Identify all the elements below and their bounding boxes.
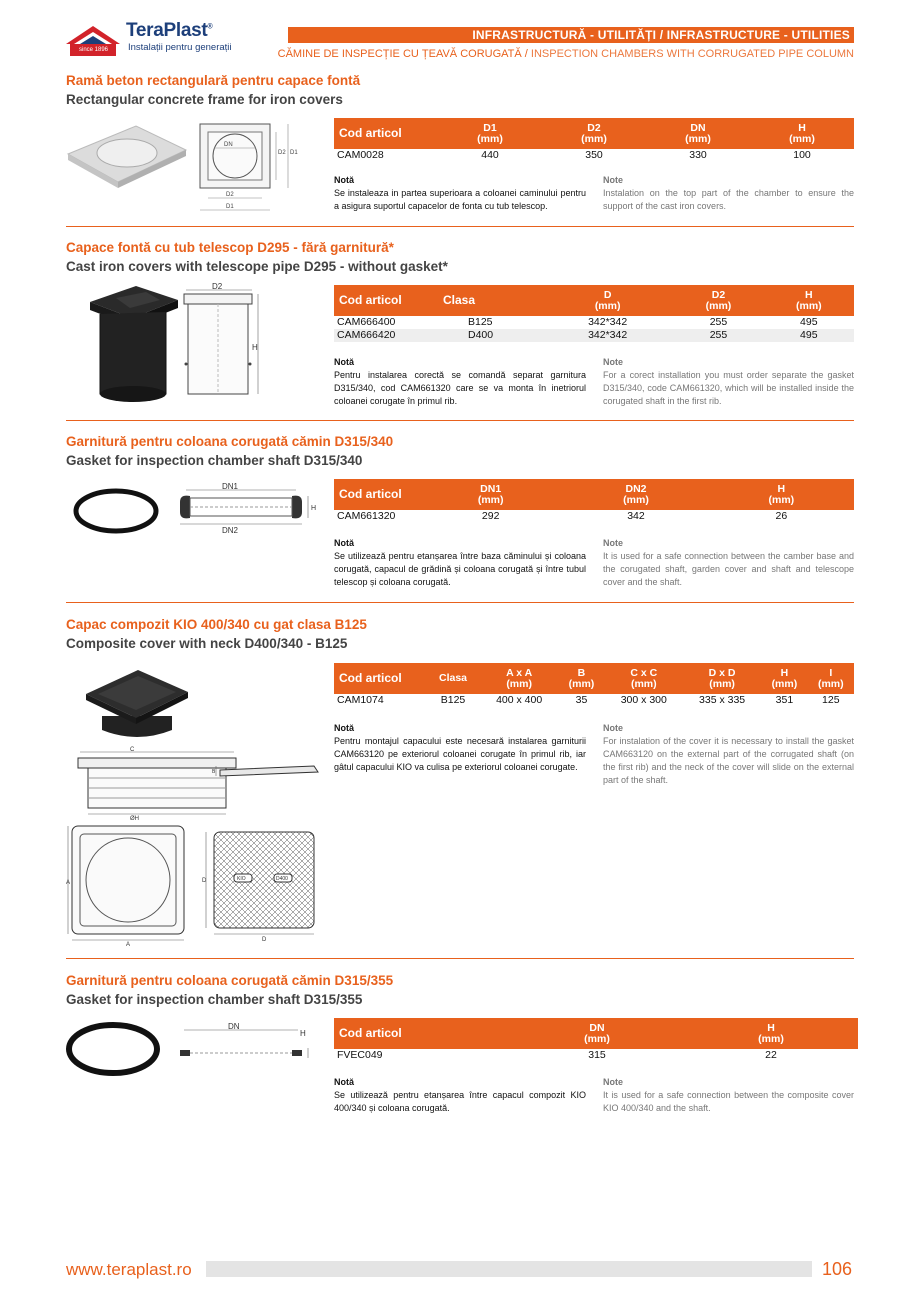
col-header: H (mm) <box>764 285 854 316</box>
spec-table-gasket-340 <box>334 479 854 523</box>
section-5-title-en: Gasket for inspection chamber shaft D315/355 <box>66 992 363 1007</box>
note-ro: Notă Se utilizează pentru etanșarea între baza căminului și coloana corugată, capacul de grădină și coloana corugată și între tubul telescop și coloana corugată. <box>334 538 586 587</box>
section-4-title-ro: Capac compozit KIO 400/340 cu gat clasa B125 <box>66 617 367 632</box>
spec-table-iron-cover <box>334 285 854 342</box>
gasket-d315-355-photo <box>64 1020 162 1078</box>
table-cell: 292 <box>481 510 500 522</box>
section-3-title-ro: Garnitură pentru coloana corugată cămin D315/340 <box>66 434 394 449</box>
note-en: Note It is used for a safe connection between the camber base and the corugated shaft, garden cover and shaft and telescope cover and the shaft. <box>603 538 854 587</box>
table-cell: 440 <box>481 149 499 161</box>
table-cell: 255 <box>673 329 763 342</box>
table-cell: 22 <box>765 1049 777 1061</box>
drawing-label: D2 <box>278 150 286 156</box>
table-cell: 342 <box>627 510 645 522</box>
footer-website-link[interactable]: www.teraplast.ro <box>66 1260 192 1279</box>
col-header: D (mm) <box>542 285 673 316</box>
table-cell: 400 x 400 <box>496 694 543 706</box>
drawing-label: D2 <box>226 192 234 198</box>
drawing-label: D <box>202 878 207 884</box>
drawing-label: DN <box>228 1022 240 1031</box>
gasket-d315-340-drawing <box>176 482 322 536</box>
col-header: B (mm) <box>558 663 604 694</box>
composite-cover-top-drawing <box>66 824 190 946</box>
drawing-label: H <box>252 343 258 352</box>
col-header: Cod articol <box>334 118 438 149</box>
col-header: D x D (mm) <box>683 663 761 694</box>
table-cell: CAM1074 <box>337 694 384 706</box>
concrete-frame-photo <box>66 120 188 190</box>
brand-name: TeraPlast® <box>126 20 213 41</box>
drawing-label: C <box>130 747 135 753</box>
composite-cover-side-drawing <box>66 746 246 820</box>
col-header: DN1 (mm) <box>418 479 563 510</box>
table-cell: 335 x 335 <box>699 694 746 706</box>
col-header: I (mm) <box>808 663 854 694</box>
iron-cover-telescope-drawing <box>182 284 266 396</box>
brand-tagline: Instalații pentru generații <box>128 42 232 53</box>
table-cell: 100 <box>793 149 811 161</box>
section-divider <box>66 958 854 959</box>
drawing-label: ØH <box>130 816 139 822</box>
table-cell: D400 <box>438 329 542 342</box>
table-cell: CAM0028 <box>337 149 384 161</box>
table-cell: 342*342 <box>542 329 673 342</box>
note-en: Note Instalation on the top part of the chamber to ensure the support of the cast iron covers. <box>603 175 854 211</box>
section-1-title-ro: Ramă beton rectangulară pentru capace fontă <box>66 73 361 88</box>
drawing-label: KIO <box>237 876 246 882</box>
col-header: Clasa <box>438 285 542 316</box>
note-en: Note For a corect installation you must order separate the gasket D315/340, code CAM661320, which will be installed inside the corugated shaft in the first rib. <box>603 357 854 406</box>
table-cell: 351 <box>775 694 794 706</box>
col-header: DN (mm) <box>646 118 750 149</box>
table-cell: 342*342 <box>588 316 628 328</box>
col-header: C x C (mm) <box>605 663 683 694</box>
table-cell: 125 <box>822 694 840 706</box>
table-cell: B125 <box>440 694 466 706</box>
note-ro: Notă Pentru instalarea corectă se comandă separat garnitura D315/340, cod CAM661320 care se va monta în inetriorul coloanei corugate în primul rib. <box>334 357 586 406</box>
note-ro: Notă Se utilizează pentru etanșarea între capacul compozit KIO 400/340 și coloana corugată. <box>334 1077 586 1113</box>
page-number: 106 <box>822 1259 853 1279</box>
col-header: H (mm) <box>709 479 854 510</box>
table-cell: 26 <box>775 510 788 522</box>
category-banner: INFRASTRUCTURĂ - UTILITĂȚI / INFRASTRUCTURE - UTILITIES <box>288 27 854 43</box>
table-cell: 35 <box>575 694 588 706</box>
table-row <box>334 694 854 707</box>
table-cell: 300 x 300 <box>620 694 667 706</box>
table-cell: CAM666400 <box>337 316 396 328</box>
drawing-label: D2 <box>212 282 223 291</box>
drawing-label: H <box>311 505 317 512</box>
col-header: D1 (mm) <box>438 118 542 149</box>
col-header: D2 (mm) <box>673 285 763 316</box>
composite-cover-profile-drawing <box>212 762 322 782</box>
iron-cover-telescope-photo <box>86 284 180 408</box>
drawing-label: D <box>262 937 267 943</box>
section-2-title-ro: Capace fontă cu tub telescop D295 - fără garnitură* <box>66 240 394 255</box>
col-header: H (mm) <box>750 118 854 149</box>
table-row <box>334 316 854 329</box>
col-header: Cod articol <box>334 663 426 694</box>
table-cell: FVEC049 <box>337 1049 383 1061</box>
table-row <box>334 149 854 162</box>
col-header: Cod articol <box>334 285 438 316</box>
brand-logo <box>66 20 246 56</box>
gasket-d315-340-photo <box>72 486 160 536</box>
section-2-title-en: Cast iron covers with telescope pipe D295 - without gasket* <box>66 259 448 274</box>
drawing-label: D1 <box>290 150 298 156</box>
table-cell: 350 <box>585 149 603 161</box>
col-header: DN (mm) <box>510 1018 684 1049</box>
drawing-label: DN2 <box>222 526 239 535</box>
drawing-label: D1 <box>226 204 234 210</box>
drawing-label: DN <box>224 142 233 148</box>
table-cell: 495 <box>800 316 818 328</box>
note-ro: Notă Se instaleaza in partea superioara a coloanei caminului pentru a asigura suportul capacelor de fonta cu tub telescop. <box>334 175 586 211</box>
table-cell: 495 <box>764 329 854 342</box>
footer-bar <box>206 1261 812 1277</box>
col-header: Cod articol <box>334 479 418 510</box>
spec-table-gasket-355 <box>334 1018 858 1062</box>
col-header: A x A (mm) <box>480 663 558 694</box>
drawing-label: DN1 <box>222 482 239 491</box>
table-cell: 255 <box>709 316 728 328</box>
section-3-title-en: Gasket for inspection chamber shaft D315/340 <box>66 453 363 468</box>
table-row <box>334 510 854 523</box>
brand-since: since 1896 <box>76 47 111 53</box>
col-header: H (mm) <box>761 663 807 694</box>
drawing-label: B <box>212 769 216 775</box>
composite-cover-photo <box>82 664 192 744</box>
note-en: Note It is used for a safe connection between the composite cover KIO 400/340 and the shaft. <box>603 1077 854 1113</box>
drawing-label: A <box>66 880 71 886</box>
drawing-label: H <box>300 1029 306 1038</box>
spec-table-composite-cover <box>334 663 854 707</box>
drawing-label: D400 <box>276 876 288 882</box>
composite-cover-pattern-drawing <box>200 828 324 942</box>
subcategory-title: CĂMINE DE INSPECȚIE CU ȚEAVĂ CORUGATĂ / INSPECTION CHAMBERS WITH CORRUGATED PIPE COLUMN <box>277 48 854 60</box>
section-4-title-en: Composite cover with neck D400/340 - B125 <box>66 636 348 651</box>
col-header: Cod articol <box>334 1018 510 1049</box>
table-cell: 315 <box>588 1049 606 1061</box>
table-cell: CAM661320 <box>337 510 396 522</box>
table-cell: 330 <box>689 149 707 161</box>
concrete-frame-drawing <box>196 122 302 214</box>
col-header: H (mm) <box>684 1018 858 1049</box>
section-divider <box>66 602 854 603</box>
table-cell: CAM666420 <box>334 329 438 342</box>
note-ro: Notă Pentru montajul capacului este necesară instalarea garniturii CAM663120 pe exteriorul coloanei corugate în primul rib, iar gâtul capacului KIO va culisa pe exteriorul coloanei corugate. <box>334 723 586 772</box>
col-header: DN2 (mm) <box>563 479 708 510</box>
table-row <box>334 1049 858 1062</box>
section-1-title-en: Rectangular concrete frame for iron covers <box>66 92 343 107</box>
col-header: D2 (mm) <box>542 118 646 149</box>
note-en: Note For instalation of the cover it is necessary to install the gasket CAM663120 on the external part of the corrugated shaft (on the first rib) and the neck of the cover will slide on the external part of the shaft. <box>603 723 854 785</box>
section-5-title-ro: Garnitură pentru coloana corugată cămin D315/355 <box>66 973 394 988</box>
drawing-label: A <box>126 942 131 948</box>
col-header: Clasa <box>426 663 480 694</box>
table-row <box>334 329 854 342</box>
gasket-d315-355-drawing <box>176 1020 316 1060</box>
table-cell: B125 <box>468 316 493 328</box>
section-divider <box>66 420 854 421</box>
spec-table-frame <box>334 118 854 162</box>
section-divider <box>66 226 854 227</box>
